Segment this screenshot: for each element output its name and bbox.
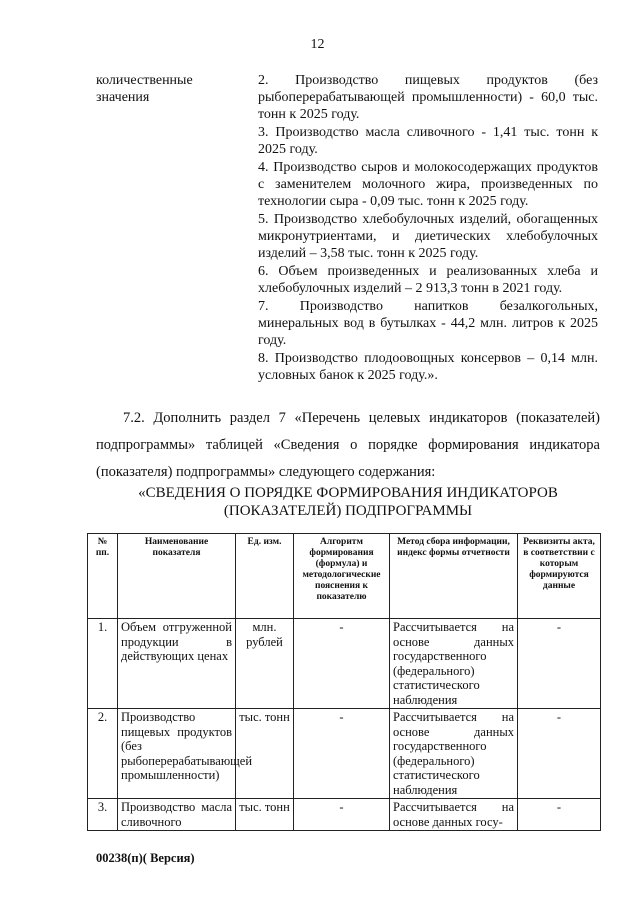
row-algorithm: - [294, 799, 390, 831]
indicator-value-item: 2. Производство пищевых продуктов (без рыбоперерабатывающей промышленности) - 60,0 тыс. тонн к 2025 году. [258, 73, 598, 122]
table-row [88, 619, 601, 709]
table-row [88, 799, 601, 831]
header-requisites: Реквизиты акта, в соответствии с которым формируются данные [518, 534, 601, 619]
indicator-values-list [258, 72, 598, 385]
row-requisites: - [518, 619, 601, 709]
indicator-value-item: 5. Производство хлебобулочных изделий, обогащенных микронутриентами, и диетических хлебобулочных изделий – 3,58 тыс. тонн к 2025 году. [258, 212, 598, 261]
page-number: 12 [310, 37, 325, 52]
row-name: Производство пищевых продуктов (без рыбоперерабатывающей промышленности) [118, 709, 236, 799]
header-num: № пп. [88, 534, 118, 619]
header-name: Наименование показателя [118, 534, 236, 619]
row-unit: тыс. тонн [236, 709, 294, 799]
table-heading: «СВЕДЕНИЯ О ПОРЯДКЕ ФОРМИРОВАНИЯ ИНДИКАТОРОВ (ПОКАЗАТЕЛЕЙ) ПОДПРОГРАММЫ [138, 485, 558, 519]
row-method: Рассчитывается на основе данных государственного (федерального) статистического наблюдения [390, 709, 518, 799]
header-algorithm: Алгоритм формирования (формула) и методологические пояснения к показателю [294, 534, 390, 619]
amendment-text: 7.2. Дополнить раздел 7 «Перечень целевых индикаторов (показателей) подпрограммы» таблицей «Сведения о порядке формирования индикатора (показателя) подпрограммы» следующего содержания: [96, 410, 600, 480]
amendment-paragraph [96, 405, 600, 486]
row-algorithm: - [294, 619, 390, 709]
indicator-value-item: 6. Объем произведенных и реализованных хлеба и хлебобулочных изделий – 2 913,3 тонн в 2021 году. [258, 264, 598, 296]
header-unit: Ед. изм. [236, 534, 294, 619]
row-num: 3. [88, 799, 118, 831]
indicator-value-item: 7. Производство напитков безалкогольных, минеральных вод в бутылках - 44,2 млн. литров к 2025 году. [258, 299, 598, 348]
indicators-table [87, 533, 601, 831]
row-requisites: - [518, 799, 601, 831]
indicator-value-item: 8. Производство плодоовощных консервов – 0,14 млн. условных банок к 2025 году.». [258, 351, 598, 383]
row-name: Объем отгруженной продукции в действующих ценах [118, 619, 236, 709]
header-method: Метод сбора информации, индекс формы отчетности [390, 534, 518, 619]
row-algorithm: - [294, 709, 390, 799]
row-unit: тыс. тонн [236, 799, 294, 831]
row-unit: млн. рублей [236, 619, 294, 709]
row-num: 2. [88, 709, 118, 799]
row-method: Рассчитывается на основе данных государственного (федерального) статистического наблюдения [390, 619, 518, 709]
document-version-footer: 00238(п)( Версия) [96, 851, 195, 865]
row-requisites: - [518, 709, 601, 799]
table-row [88, 709, 601, 799]
indicator-type-label: количественные значения [96, 73, 193, 105]
indicator-value-item: 4. Производство сыров и молокосодержащих продуктов с заменителем молочного жира, произведенных по технологии сыра - 0,09 тыс. тонн к 2025 году. [258, 160, 598, 209]
indicator-value-item: 3. Производство масла сливочного - 1,41 тыс. тонн к 2025 году. [258, 125, 598, 157]
row-num: 1. [88, 619, 118, 709]
row-name: Производство масла сливочного [118, 799, 236, 831]
row-method: Рассчитывается на основе данных госу- [390, 799, 518, 831]
table-header-row [88, 534, 601, 619]
